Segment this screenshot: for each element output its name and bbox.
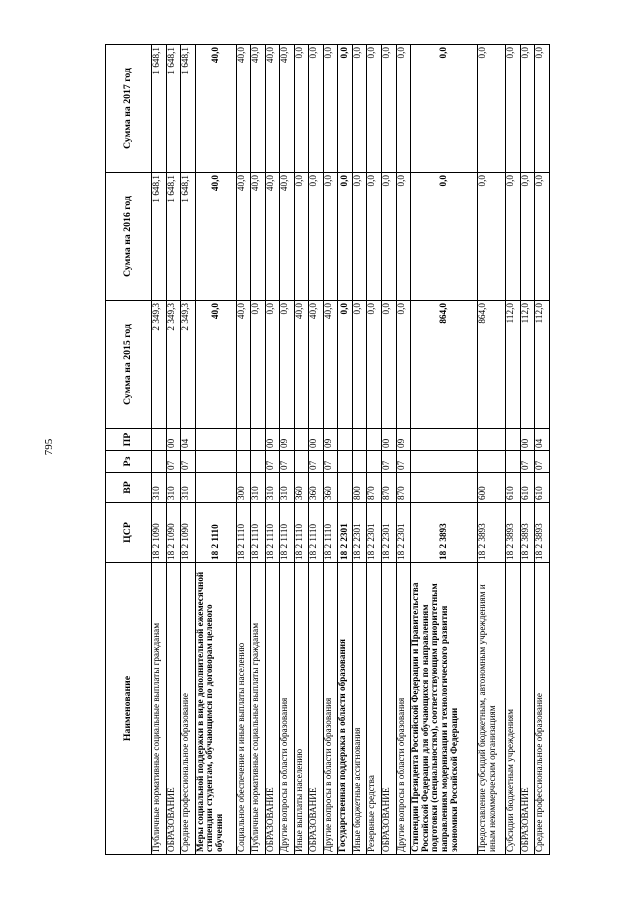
- table-row: [195, 45, 236, 855]
- table-row: [152, 45, 167, 855]
- cell-vr: 360: [294, 473, 309, 503]
- cell-vr: 310: [181, 473, 196, 503]
- cell-pr: 04: [181, 429, 196, 451]
- table-row: [506, 45, 521, 855]
- table-row: [309, 45, 324, 855]
- cell-csr: 18 2 3893: [506, 503, 521, 563]
- cell-sum-2016: 0,0: [367, 173, 382, 301]
- cell-sum-2016: 0,0: [323, 173, 338, 301]
- cell-sum-2016: 0,0: [338, 173, 353, 301]
- table-row: [323, 45, 338, 855]
- cell-sum-2016: 0,0: [382, 173, 397, 301]
- cell-sum-2015: 40,0: [309, 301, 324, 429]
- table-row: [181, 45, 196, 855]
- cell-rz: 07: [181, 451, 196, 473]
- cell-rz: [478, 451, 506, 473]
- cell-csr: 18 2 3893: [520, 503, 535, 563]
- cell-name: Предоставление субсидий бюджетным, автономным учреждениям и иным некоммерческим организациям: [478, 563, 506, 855]
- cell-sum-2017: 0,0: [478, 45, 506, 173]
- cell-pr: [195, 429, 236, 451]
- page-number: 795: [43, 438, 55, 456]
- cell-name: Резервные средства: [367, 563, 382, 855]
- cell-name: Иные выплаты населению: [294, 563, 309, 855]
- cell-csr: 18 2 1110: [309, 503, 324, 563]
- cell-vr: 310: [152, 473, 167, 503]
- cell-vr: 360: [323, 473, 338, 503]
- table-row: [396, 45, 411, 855]
- cell-csr: 18 2 1110: [280, 503, 295, 563]
- table-row: [338, 45, 353, 855]
- cell-sum-2017: 0,0: [382, 45, 397, 173]
- header-sum-2016: Сумма на 2016 год: [106, 173, 152, 301]
- cell-csr: 18 2 3893: [478, 503, 506, 563]
- cell-rz: 07: [166, 451, 181, 473]
- cell-pr: [294, 429, 309, 451]
- cell-vr: 310: [166, 473, 181, 503]
- cell-rz: 07: [535, 451, 550, 473]
- cell-vr: 870: [382, 473, 397, 503]
- cell-rz: [152, 451, 167, 473]
- cell-pr: 04: [535, 429, 550, 451]
- cell-csr: 18 2 1090: [152, 503, 167, 563]
- cell-name: Иные бюджетные ассигнования: [352, 563, 367, 855]
- cell-pr: [478, 429, 506, 451]
- cell-name: Другие вопросы в области образования: [280, 563, 295, 855]
- cell-sum-2016: 40,0: [265, 173, 280, 301]
- cell-rz: 07: [309, 451, 324, 473]
- cell-pr: 00: [265, 429, 280, 451]
- table-row: [294, 45, 309, 855]
- cell-rz: [411, 451, 478, 473]
- cell-vr: [338, 473, 353, 503]
- cell-sum-2016: 40,0: [236, 173, 251, 301]
- rotated-table-container: [105, 45, 550, 855]
- cell-rz: 07: [382, 451, 397, 473]
- cell-rz: 07: [520, 451, 535, 473]
- cell-vr: 610: [520, 473, 535, 503]
- cell-sum-2015: 0,0: [367, 301, 382, 429]
- cell-sum-2017: 40,0: [280, 45, 295, 173]
- cell-name: ОБРАЗОВАНИЕ: [520, 563, 535, 855]
- cell-name: Меры социальной поддержки в виде дополнительной ежемесячной стипендии студентам, обучающимся по договорам целевого обучения: [195, 563, 236, 855]
- cell-sum-2016: 40,0: [251, 173, 266, 301]
- cell-sum-2015: 40,0: [195, 301, 236, 429]
- cell-pr: 09: [396, 429, 411, 451]
- cell-csr: 18 2 1090: [166, 503, 181, 563]
- cell-sum-2015: 0,0: [280, 301, 295, 429]
- cell-sum-2015: 2 349,3: [152, 301, 167, 429]
- header-name: Наименование: [106, 563, 152, 855]
- cell-vr: [195, 473, 236, 503]
- cell-vr: 310: [265, 473, 280, 503]
- cell-pr: [236, 429, 251, 451]
- cell-sum-2017: 0,0: [309, 45, 324, 173]
- cell-vr: 610: [535, 473, 550, 503]
- cell-sum-2016: 0,0: [396, 173, 411, 301]
- cell-sum-2015: 0,0: [251, 301, 266, 429]
- cell-name: Другие вопросы в области образования: [323, 563, 338, 855]
- cell-sum-2017: 40,0: [251, 45, 266, 173]
- cell-name: Публичные нормативные социальные выплаты гражданам: [152, 563, 167, 855]
- cell-sum-2015: 40,0: [323, 301, 338, 429]
- cell-sum-2017: 0,0: [520, 45, 535, 173]
- cell-rz: [338, 451, 353, 473]
- cell-csr: 18 2 1090: [181, 503, 196, 563]
- cell-sum-2017: 40,0: [236, 45, 251, 173]
- cell-sum-2016: 1 648,1: [152, 173, 167, 301]
- cell-sum-2016: 0,0: [309, 173, 324, 301]
- cell-name: ОБРАЗОВАНИЕ: [382, 563, 397, 855]
- cell-sum-2017: 0,0: [323, 45, 338, 173]
- cell-csr: 18 2 1110: [323, 503, 338, 563]
- cell-rz: [352, 451, 367, 473]
- cell-rz: 07: [396, 451, 411, 473]
- cell-sum-2017: 40,0: [195, 45, 236, 173]
- cell-sum-2015: 40,0: [236, 301, 251, 429]
- cell-sum-2016: 0,0: [352, 173, 367, 301]
- table-row: [352, 45, 367, 855]
- cell-pr: 00: [166, 429, 181, 451]
- cell-csr: 18 2 3893: [411, 503, 478, 563]
- cell-sum-2015: 864,0: [478, 301, 506, 429]
- cell-sum-2017: 1 648,1: [181, 45, 196, 173]
- cell-name: Среднее профессиональное образование: [181, 563, 196, 855]
- header-pr: ПР: [106, 429, 152, 451]
- cell-sum-2015: 2 349,3: [181, 301, 196, 429]
- cell-rz: [506, 451, 521, 473]
- cell-vr: 310: [280, 473, 295, 503]
- cell-sum-2015: 40,0: [294, 301, 309, 429]
- cell-rz: [251, 451, 266, 473]
- cell-name: ОБРАЗОВАНИЕ: [265, 563, 280, 855]
- cell-csr: 18 2 1110: [195, 503, 236, 563]
- cell-sum-2017: 1 648,1: [152, 45, 167, 173]
- table-header-row: [106, 45, 152, 855]
- cell-pr: [251, 429, 266, 451]
- cell-pr: [152, 429, 167, 451]
- cell-name: Субсидии бюджетным учреждениям: [506, 563, 521, 855]
- cell-csr: 18 2 2301: [396, 503, 411, 563]
- cell-name: ОБРАЗОВАНИЕ: [309, 563, 324, 855]
- cell-sum-2015: 0,0: [265, 301, 280, 429]
- cell-csr: 18 2 2301: [352, 503, 367, 563]
- cell-csr: 18 2 1110: [294, 503, 309, 563]
- cell-sum-2016: 40,0: [280, 173, 295, 301]
- cell-rz: 07: [265, 451, 280, 473]
- cell-sum-2015: 864,0: [411, 301, 478, 429]
- cell-sum-2017: 0,0: [294, 45, 309, 173]
- cell-rz: [294, 451, 309, 473]
- cell-sum-2016: 0,0: [478, 173, 506, 301]
- cell-sum-2017: 40,0: [265, 45, 280, 173]
- cell-sum-2017: 0,0: [506, 45, 521, 173]
- cell-name: Публичные нормативные социальные выплаты гражданам: [251, 563, 266, 855]
- cell-sum-2015: 0,0: [382, 301, 397, 429]
- cell-sum-2016: 0,0: [506, 173, 521, 301]
- cell-sum-2017: 0,0: [352, 45, 367, 173]
- cell-pr: [352, 429, 367, 451]
- cell-pr: [367, 429, 382, 451]
- cell-csr: 18 2 2301: [338, 503, 353, 563]
- cell-pr: [338, 429, 353, 451]
- cell-vr: 360: [309, 473, 324, 503]
- table-row: [478, 45, 506, 855]
- table-row: [411, 45, 478, 855]
- cell-csr: 18 2 1110: [251, 503, 266, 563]
- cell-rz: 07: [280, 451, 295, 473]
- cell-vr: 870: [367, 473, 382, 503]
- cell-sum-2015: 2 349,3: [166, 301, 181, 429]
- budget-table: [105, 44, 550, 855]
- cell-sum-2015: 112,0: [535, 301, 550, 429]
- cell-sum-2015: 112,0: [520, 301, 535, 429]
- cell-sum-2017: 1 648,1: [166, 45, 181, 173]
- cell-sum-2015: 0,0: [396, 301, 411, 429]
- cell-csr: 18 2 1110: [265, 503, 280, 563]
- table-row: [280, 45, 295, 855]
- cell-pr: [411, 429, 478, 451]
- cell-sum-2015: 0,0: [352, 301, 367, 429]
- cell-name: Стипендии Президента Российской Федерации и Правительства Российской Федерации для обучающихся по направлениям подготовки (специальностям), соответствующим приоритетным направлениям модернизации и технологического развития экономики Российской Федерации: [411, 563, 478, 855]
- cell-csr: 18 2 2301: [367, 503, 382, 563]
- header-csr: ЦСР: [106, 503, 152, 563]
- cell-pr: 00: [520, 429, 535, 451]
- cell-rz: [195, 451, 236, 473]
- cell-sum-2017: 0,0: [535, 45, 550, 173]
- cell-rz: 07: [323, 451, 338, 473]
- cell-vr: 310: [251, 473, 266, 503]
- cell-sum-2016: 0,0: [294, 173, 309, 301]
- cell-sum-2017: 0,0: [338, 45, 353, 173]
- cell-pr: 00: [309, 429, 324, 451]
- cell-name: ОБРАЗОВАНИЕ: [166, 563, 181, 855]
- cell-sum-2017: 0,0: [396, 45, 411, 173]
- cell-sum-2016: 1 648,1: [166, 173, 181, 301]
- cell-vr: 300: [236, 473, 251, 503]
- cell-name: Среднее профессиональное образование: [535, 563, 550, 855]
- header-vr: ВР: [106, 473, 152, 503]
- table-row: [367, 45, 382, 855]
- cell-pr: 00: [382, 429, 397, 451]
- cell-sum-2016: 0,0: [411, 173, 478, 301]
- table-row: [520, 45, 535, 855]
- table-body: [152, 45, 550, 855]
- header-sum-2017: Сумма на 2017 год: [106, 45, 152, 173]
- cell-rz: [236, 451, 251, 473]
- cell-sum-2016: 40,0: [195, 173, 236, 301]
- cell-sum-2017: 0,0: [367, 45, 382, 173]
- cell-vr: [411, 473, 478, 503]
- cell-name: Социальное обеспечение и иные выплаты населению: [236, 563, 251, 855]
- cell-csr: 18 2 2301: [382, 503, 397, 563]
- cell-csr: 18 2 3893: [535, 503, 550, 563]
- cell-vr: 610: [506, 473, 521, 503]
- cell-sum-2016: 0,0: [520, 173, 535, 301]
- cell-sum-2016: 1 648,1: [181, 173, 196, 301]
- cell-csr: 18 2 1110: [236, 503, 251, 563]
- cell-vr: 870: [396, 473, 411, 503]
- cell-name: Государственная поддержка в области образования: [338, 563, 353, 855]
- table-row: [265, 45, 280, 855]
- cell-sum-2015: 112,0: [506, 301, 521, 429]
- table-row: [382, 45, 397, 855]
- header-sum-2015: Сумма на 2015 год: [106, 301, 152, 429]
- cell-name: Другие вопросы в области образования: [396, 563, 411, 855]
- cell-pr: [506, 429, 521, 451]
- table-row: [166, 45, 181, 855]
- cell-pr: 09: [280, 429, 295, 451]
- cell-sum-2015: 0,0: [338, 301, 353, 429]
- cell-rz: [367, 451, 382, 473]
- table-row: [535, 45, 550, 855]
- cell-sum-2017: 0,0: [411, 45, 478, 173]
- cell-vr: 800: [352, 473, 367, 503]
- header-rz: Рз: [106, 451, 152, 473]
- cell-vr: 600: [478, 473, 506, 503]
- cell-sum-2016: 0,0: [535, 173, 550, 301]
- table-row: [251, 45, 266, 855]
- table-row: [236, 45, 251, 855]
- cell-pr: 09: [323, 429, 338, 451]
